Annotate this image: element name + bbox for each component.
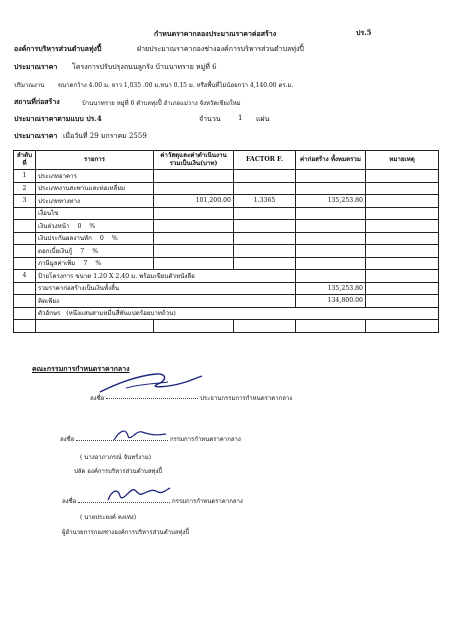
location-label: สถานที่ก่อสร้าง	[14, 97, 60, 106]
condition-cell	[36, 245, 154, 258]
words-label: ตัวอักษร	[38, 310, 61, 318]
row-total: 135,253.80	[296, 195, 366, 208]
row-cost: 101,200.00	[154, 195, 234, 208]
col-header-item: รายการ	[36, 151, 154, 170]
sum-row	[14, 282, 439, 295]
condition-value: 0	[99, 235, 104, 243]
document-title: กำหนดราคากลองประมาณราคาค่อสร้าง	[154, 29, 277, 38]
col-header-factor: FACTOR F.	[234, 151, 296, 170]
condition-cell	[36, 220, 154, 233]
condition-value: 7	[83, 260, 88, 268]
condition-unit: %	[95, 260, 102, 268]
col-header-no: ลำดับที่	[14, 151, 36, 170]
table-row	[14, 182, 439, 195]
table-row	[14, 270, 439, 283]
member2-role: กรรมการกำหนดราคากลาง	[172, 498, 243, 505]
chair-sign-label: ลงชื่อ	[90, 395, 105, 402]
row-item: ประเภทอาคาร	[36, 170, 154, 183]
condition-unit: %	[92, 247, 99, 255]
count-unit: แผ่น	[256, 115, 270, 123]
member1-name: ( นางอาภาภรณ์ จันทร์งาม)	[80, 454, 151, 461]
row-cost	[154, 170, 234, 183]
count-value: 1	[238, 114, 243, 122]
table-header-row	[14, 151, 439, 170]
row-total	[296, 170, 366, 183]
condition-value: 7	[80, 247, 85, 255]
row-cost	[154, 182, 234, 195]
signature-chair	[96, 366, 206, 398]
col-header-cost: ค่าวัสดุและค่าดำเนินงาน รวมเป็นเงิน(บาท)	[154, 151, 234, 170]
condition-label: เงินประกันผลงานหัก	[38, 235, 92, 243]
row-note	[366, 170, 439, 183]
condition-row	[14, 232, 439, 245]
row-factor: 1.3365	[234, 195, 296, 208]
org-value: ฝ่ายประมาณราคากองช่างองค์การบริหารส่วนตำบลทุ่งปี้	[137, 45, 304, 53]
condition-row	[14, 220, 439, 233]
work-label: ปริมาณงาน	[14, 82, 45, 89]
date-value: เมื่อวันที่ 29 มกราคม 2559	[63, 132, 147, 140]
words-value: (หนึ่งแสนสามหมื่นสี่พันแปดร้อยบาทถ้วน)	[66, 310, 176, 318]
row-note	[366, 195, 439, 208]
count-label: จำนวน	[199, 115, 221, 123]
round-label: คิดเพียง	[36, 295, 296, 308]
member2-position: ผู้อำนวยการกองช่างองค์การบริหารส่วนตำบลทุ่งปี้	[62, 529, 190, 536]
condition-row	[14, 257, 439, 270]
row-item: ประเภททางทาง	[36, 195, 154, 208]
condition-unit: %	[111, 235, 118, 243]
work-value: ขนาดกว้าง 4.00 ม. ยาว 1,035 .00 ม.หนา 0.15 ม. หรือพื้นที่ไม่น้อยกว่า 4,140.00 ตร.ม.	[58, 82, 294, 89]
condition-row	[14, 245, 439, 258]
condition-label: ดอกเบี้ยเงินกู้	[38, 247, 73, 255]
row-factor	[234, 170, 296, 183]
member1-sign-line	[76, 440, 168, 441]
member1-role: กรรมการกำหนดราคากลาง	[170, 436, 241, 443]
member2-sign-label: ลงชื่อ	[62, 498, 77, 505]
member2-name: ( นายประยงค์ คงเท่ง)	[80, 514, 137, 521]
org-label: องค์การบริหารส่วนตำบลทุ่งปี้	[14, 44, 102, 53]
blank-row	[14, 320, 439, 333]
condition-cell	[36, 232, 154, 245]
row-no: 4	[14, 270, 36, 283]
location-value: บ้านนาทราย หมู่ที่ 6 ตำบลทุ่งปี้ อำเภอแม่วาง จังหวัดเชียงใหม่	[82, 100, 241, 107]
conditions-label: เงื่อนไข	[36, 207, 154, 220]
row-no: 3	[14, 195, 36, 208]
round-value: 134,800.00	[296, 295, 366, 308]
row-total	[296, 182, 366, 195]
condition-value: 0	[77, 222, 82, 230]
row-factor	[234, 182, 296, 195]
signature-member1	[110, 424, 170, 446]
sum-value: 135,253.80	[296, 282, 366, 295]
date-label: ประมาณราคา	[14, 131, 58, 140]
row-item: ประเภทงานสะพานและท่อเหลี่ยม	[36, 182, 154, 195]
chair-sign-line	[106, 398, 198, 399]
form-code: ปร.5	[356, 28, 372, 37]
form-label: ประมาณราคาตามแบบ ปร.4	[14, 114, 102, 123]
project-label: ประมาณราคา	[14, 62, 58, 71]
condition-label: เงินล่วงหน้า	[38, 222, 70, 230]
estimate-table	[13, 150, 439, 333]
col-header-note: หมายเหตุ	[366, 151, 439, 170]
sum-label: รวมราคาก่อสร้างเป็นเงินทั้งสิ้น	[36, 282, 296, 295]
condition-label: ภาษีมูลค่าเพิ่ม	[38, 260, 76, 268]
row-no: 1	[14, 170, 36, 183]
project-value: โครงการปรับปรุงถนนลูกรัง บ้านนาทราย หมู่ที่ 6	[72, 63, 217, 71]
row-no: 2	[14, 182, 36, 195]
row-note	[366, 182, 439, 195]
condition-unit: %	[89, 222, 96, 230]
table-row	[14, 170, 439, 183]
member2-sign-line	[78, 502, 170, 503]
words-row	[14, 307, 439, 320]
member1-position: ปลัด องค์การบริหารส่วนตำบลทุ่งปี้	[74, 468, 163, 475]
chair-role: ประธานกรรมการกำหนดราคากลาง	[200, 395, 293, 402]
condition-cell	[36, 257, 154, 270]
words-cell	[36, 307, 439, 320]
member1-sign-label: ลงชื่อ	[60, 436, 75, 443]
row-item: ป้ายโครงการ ขนาด 1.20 X 2.40 ม. พร้อมเขียนตัวหนังสือ	[36, 270, 296, 283]
round-row	[14, 295, 439, 308]
table-row	[14, 195, 439, 208]
col-header-total: ค่าก่อสร้าง ทั้งหมดรวม	[296, 151, 366, 170]
conditions-row	[14, 207, 439, 220]
committee-title: คณะกรรมการกำหนดราคากลาง	[32, 364, 130, 373]
